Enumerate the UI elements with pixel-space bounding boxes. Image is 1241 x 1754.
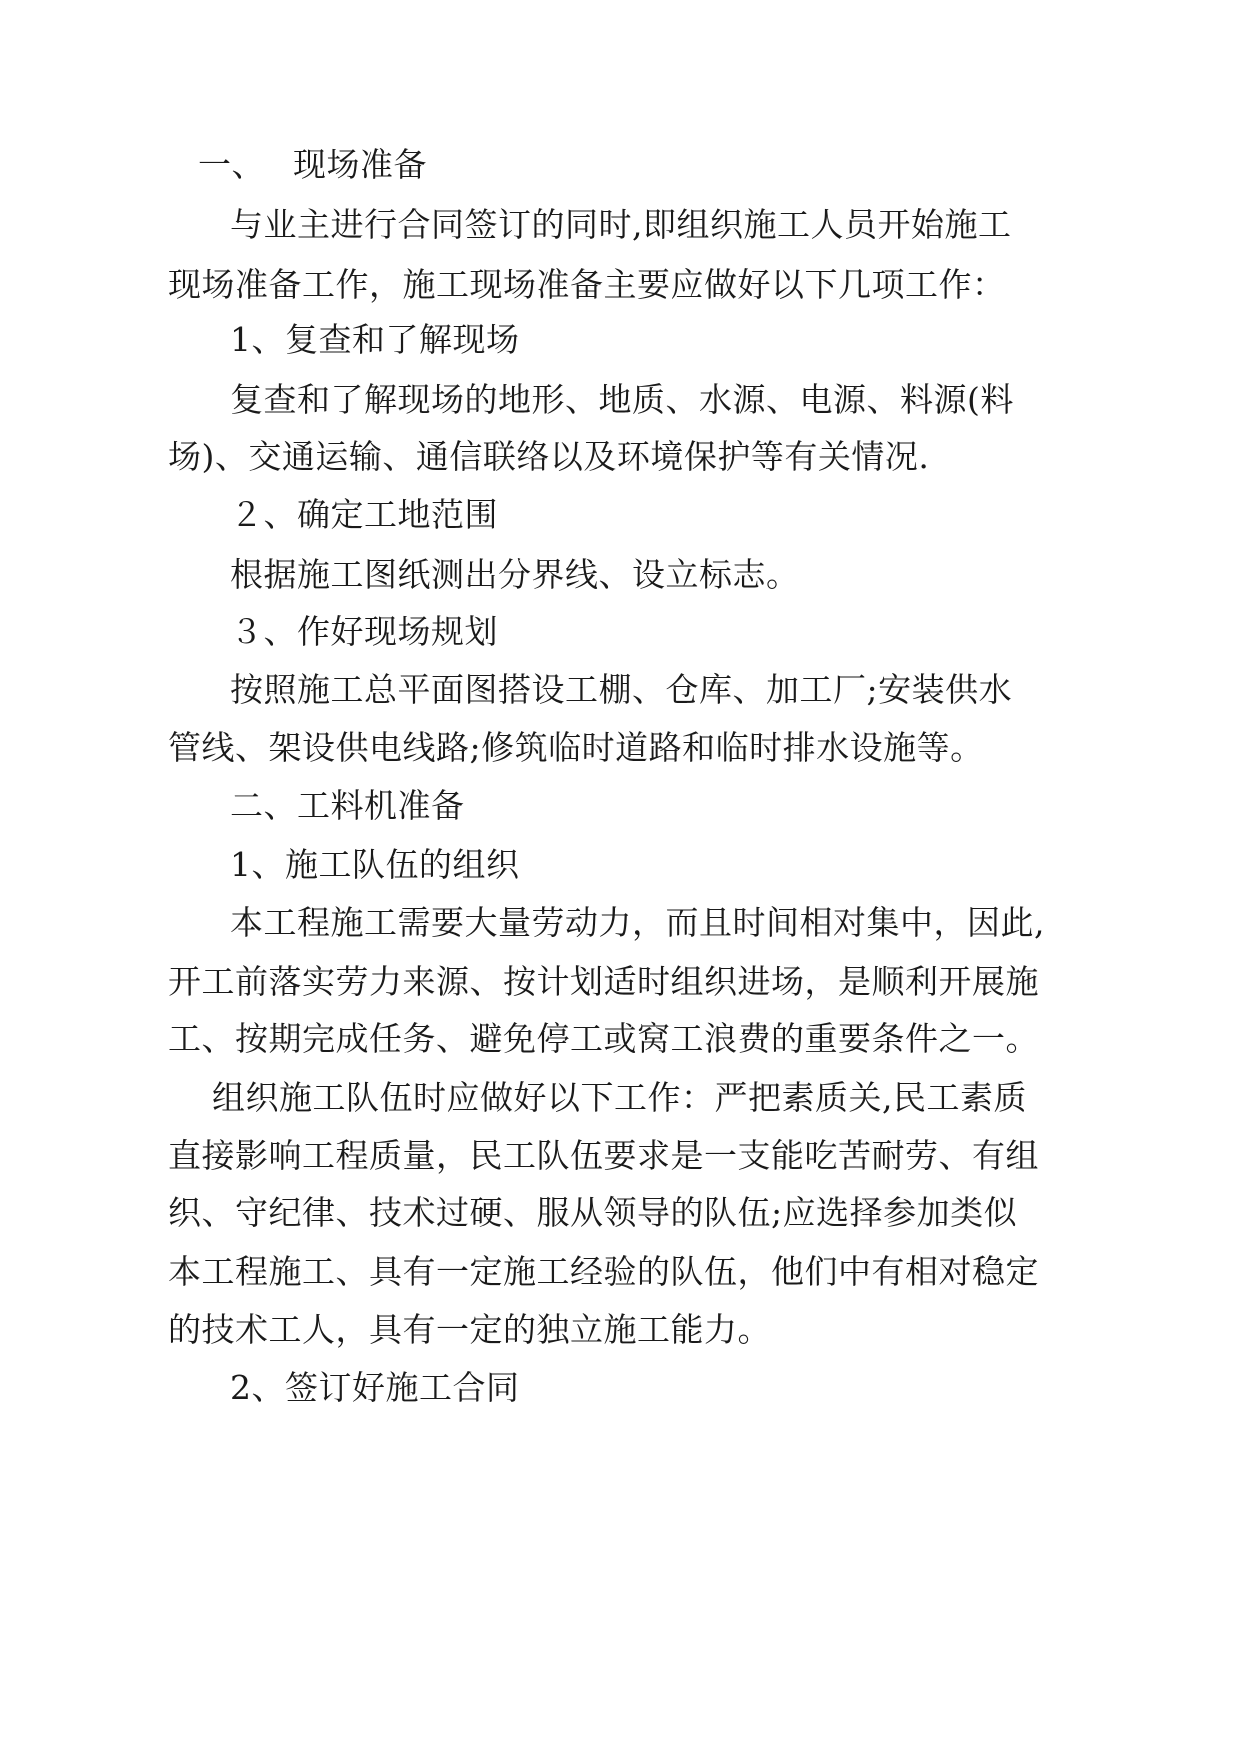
paragraph-line: 工、按期完成任务、避免停工或窝工浪费的重要条件之一。 [168, 1019, 1039, 1058]
paragraph-line: 的技术工人，具有一定的独立施工能力。 [168, 1310, 771, 1349]
subheading: 1、施工队伍的组织 [230, 845, 520, 884]
subheading: 1、复查和了解现场 [230, 320, 520, 359]
paragraph-line: 现场准备工作，施工现场准备主要应做好以下几项工作： [168, 265, 1006, 304]
subheading: 2、签订好施工合同 [230, 1368, 520, 1407]
paragraph-line: 组织施工队伍时应做好以下工作：严把素质关,民工素质 [212, 1078, 1027, 1117]
subheading: ２、确定工地范围 [230, 495, 498, 534]
paragraph-line: 按照施工总平面图搭设工棚、仓库、加工厂;安装供水 [230, 670, 1013, 709]
section-heading-1 [198, 145, 427, 185]
section-title: 现场准备 [293, 145, 427, 184]
paragraph-line: 开工前落实劳力来源、按计划适时组织进场，是顺利开展施 [168, 962, 1039, 1001]
section-number: 一、 [198, 145, 265, 184]
paragraph-line: 根据施工图纸测出分界线、设立标志。 [230, 555, 800, 594]
paragraph-line: 织、守纪律、技术过硬、服从领导的队伍;应选择参加类似 [168, 1193, 1018, 1232]
subheading: ３、作好现场规划 [230, 612, 498, 651]
paragraph-line: 本工程施工、具有一定施工经验的队伍，他们中有相对稳定 [168, 1252, 1039, 1291]
paragraph-line: 本工程施工需要大量劳动力，而且时间相对集中，因此, [230, 903, 1045, 942]
section-heading-2: 二、工料机准备 [230, 786, 465, 825]
paragraph-line: 直接影响工程质量，民工队伍要求是一支能吃苦耐劳、有组 [168, 1136, 1039, 1175]
paragraph-line: 管线、架设供电线路;修筑临时道路和临时排水设施等。 [168, 728, 984, 767]
paragraph-line: 复查和了解现场的地形、地质、水源、电源、料源(料 [230, 380, 1014, 419]
paragraph-line: 与业主进行合同签订的同时,即组织施工人员开始施工 [230, 205, 1012, 244]
paragraph-line: 场)、交通运输、通信联络以及环境保护等有关情况. [168, 437, 930, 476]
